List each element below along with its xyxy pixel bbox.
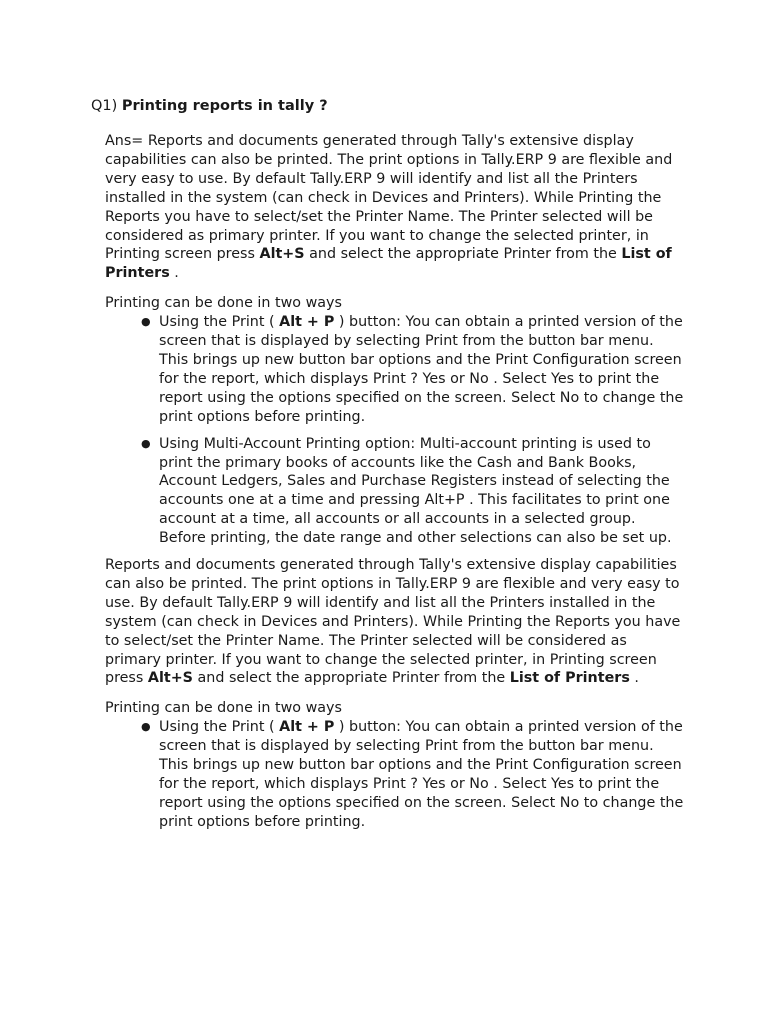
bullet-text: Using the Print (	[159, 719, 280, 736]
paragraph-text: Reports and documents generated through Tally's extensive display capabilities can also be printed. The print options in Tally.ERP 9 are flexible and very easy to use. By default Tally.ERP 9 will identify and list all the Printers installed in the system (can check in Devices and Printers). While Printing the Reports you have to select/set the Printer Name. The Printer selected will be considered as primary printer. If you want to change the selected printer, in Printing screen press	[105, 557, 681, 687]
list-item	[105, 435, 685, 548]
paragraph-text: .	[629, 670, 639, 687]
shortcut-key: Alt + P	[279, 314, 335, 331]
question-text: Printing reports in tally ?	[121, 98, 328, 114]
printing-ways-list	[105, 313, 685, 548]
printer-list-label: List of Printers	[105, 246, 672, 282]
list-item	[105, 313, 685, 426]
bullet-text: ) button: You can obtain a printed version of the screen that is displayed by selecting Print from the button bar menu. This brings up new button bar options and the Print Configuration screen for the report, which displays Print ? Yes or No . Select Yes to print the report using the options specified on the screen. Select No to change the print options before printing.	[159, 314, 684, 425]
printer-list-label: List of Printers	[509, 670, 630, 687]
ways-intro: Printing can be done in two ways	[105, 295, 342, 312]
paragraph-text: Ans= Reports and documents generated through Tally's extensive display capabilities can also be printed. The print options in Tally.ERP 9 are flexible and very easy to use. By default Tally.ERP 9 will identify and list all the Printers installed in the system (can check in Devices and Printers). While Printing the Reports you have to select/set the Printer Name. The Printer selected will be considered as primary printer. If you want to change the selected printer, in Printing screen press	[105, 133, 673, 263]
list-item	[105, 718, 685, 831]
question-number: Q1)	[91, 98, 118, 114]
paragraph-text: and select the appropriate Printer from the	[192, 670, 510, 687]
answer-paragraph	[105, 132, 685, 283]
answer-paragraph	[105, 556, 685, 688]
bullet-icon: ●	[141, 436, 151, 450]
bullet-icon: ●	[141, 720, 151, 734]
paragraph-text: .	[169, 265, 179, 282]
bullet-text: Using Multi-Account Printing option: Multi-account printing is used to print the primary books of accounts like the Cash and Bank Books, Account Ledgers, Sales and Purchase Registers instead of selecting the accounts one at a time and pressing Alt+P . This facilitates to print one account at a time, all accounts or all accounts in a selected group. Before printing, the date range and other selections can also be set up.	[159, 435, 672, 547]
answer-body	[105, 132, 685, 832]
printing-ways-list	[105, 718, 685, 831]
shortcut-key: Alt + P	[279, 719, 335, 736]
bullet-text: Using the Print (	[159, 314, 280, 331]
ways-intro: Printing can be done in two ways	[105, 700, 342, 717]
bullet-text: ) button: You can obtain a printed version of the screen that is displayed by selecting Print from the button bar menu. This brings up new button bar options and the Print Configuration screen for the report, which displays Print ? Yes or No . Select Yes to print the report using the options specified on the screen. Select No to change the print options before printing.	[159, 719, 684, 830]
paragraph-text: and select the appropriate Printer from the	[304, 246, 622, 263]
shortcut-key: Alt+S	[147, 670, 193, 687]
shortcut-key: Alt+S	[259, 246, 305, 263]
bullet-icon: ●	[141, 315, 151, 329]
question-heading	[91, 96, 328, 116]
